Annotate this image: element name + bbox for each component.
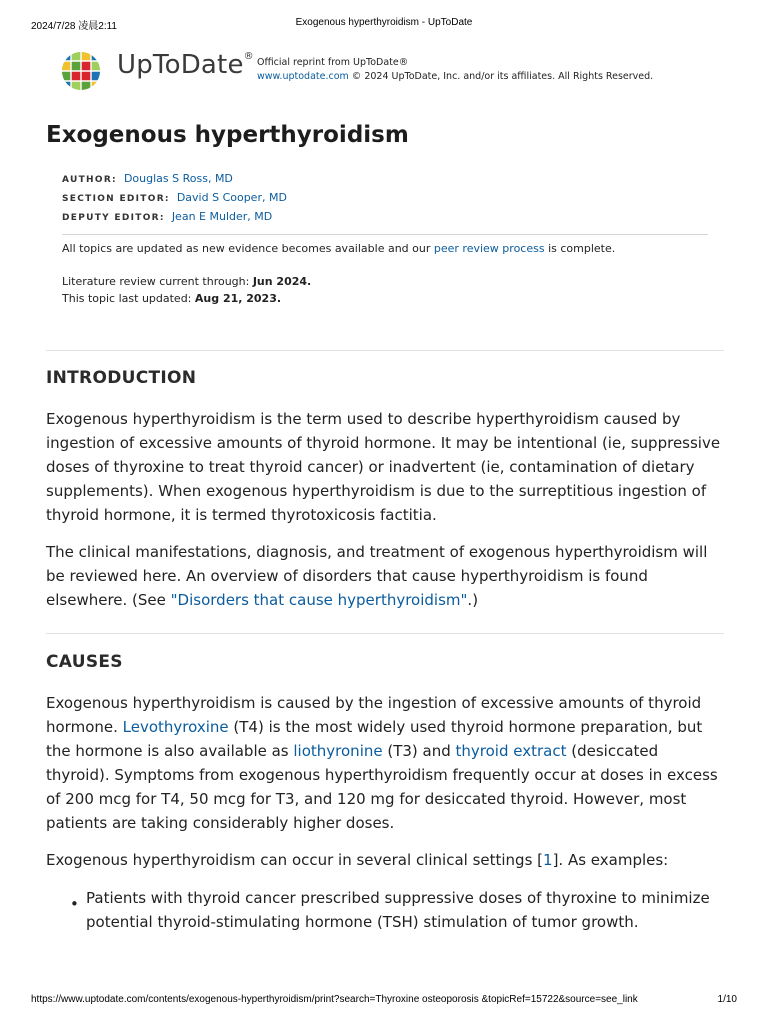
intro-paragraph-2: The clinical manifestations, diagnosis, and treatment of exogenous hyperthyroidism will be reviewed here. An overview of disorders that cause hyperthyroidism is found elsewhere. (See "Disorders that cause hyperthyroidism".) — [46, 543, 708, 609]
reprint-notice — [257, 56, 653, 84]
disorders-link[interactable]: "Disorders that cause hyperthyroidism" — [170, 591, 468, 609]
credit-role: DEPUTY EDITOR: — [62, 213, 165, 223]
section-editor-link[interactable]: David S Cooper, MD — [176, 191, 287, 204]
causes-paragraph-1: Exogenous hyperthyroidism is caused by the ingestion of excessive amounts of thyroid hormone. Levothyroxine (T4) is the most widely used thyroid hormone preparation, but the hormone is also available as liothyronine (T3) and thyroid extract (desiccated thyroid). Symptoms from exogenous hyperthyroidism frequently occur at doses in excess of 200 mcg for T4, 50 mcg for T3, and 120 mg for desiccated thyroid. However, most patients are taking considerably higher doses. — [46, 694, 718, 832]
registered-mark: ® — [243, 51, 254, 63]
credit-deputy-editor — [62, 208, 287, 227]
site-link[interactable]: www.uptodate.com — [257, 71, 349, 82]
intro-paragraph-1: Exogenous hyperthyroidism is the term used to describe hyperthyroidism caused by ingestion of excessive amounts of thyroid hormone. It may be intentional (ie, suppressive doses of thyroxine to treat thyroid cancer) or inadvertent (ie, contamination of dietary supplements). When exogenous hyperthyroidism is due to the surreptitious ingestion of thyroid hormone, it is termed thyrotoxicosis factitia. — [46, 410, 721, 524]
update-notice — [62, 242, 615, 255]
print-url: https://www.uptodate.com/contents/exogenous-hyperthyroidism/print?search=Thyroxine osteoporosis &topicRef=15722&source=see_link — [31, 994, 638, 1005]
page-title: Exogenous hyperthyroidism — [46, 122, 409, 148]
deputy-editor-link[interactable]: Jean E Mulder, MD — [171, 210, 273, 223]
notice-text: All topics are updated as new evidence becomes available and our — [62, 242, 434, 255]
section-divider — [46, 633, 724, 634]
brand-name: UpToDate® — [117, 50, 254, 80]
copyright-text: © 2024 UpToDate, Inc. and/or its affiliates. All Rights Reserved. — [348, 71, 654, 82]
brand-header — [61, 48, 741, 92]
notice-text-end: is complete. — [544, 242, 616, 255]
credit-author — [62, 170, 287, 189]
article-credits — [62, 170, 287, 227]
updated-label: This topic last updated: — [62, 292, 195, 305]
section-heading-introduction: INTRODUCTION — [46, 368, 197, 388]
section-heading-causes: CAUSES — [46, 652, 123, 672]
lit-review-date: Jun 2024. — [252, 275, 312, 288]
print-page-number: 1/10 — [717, 994, 737, 1005]
reference-link[interactable]: 1 — [543, 851, 553, 869]
liothyronine-link[interactable]: liothyronine — [293, 742, 383, 760]
print-page-title: Exogenous hyperthyroidism - UpToDate — [295, 17, 473, 28]
credit-section-editor — [62, 189, 287, 208]
levothyroxine-link[interactable]: Levothyroxine — [122, 718, 229, 736]
thyroid-extract-link[interactable]: thyroid extract — [455, 742, 567, 760]
bullet-icon: • — [70, 895, 79, 913]
section-divider — [46, 350, 724, 351]
uptodate-logo-icon — [61, 51, 101, 91]
credit-role: AUTHOR: — [62, 175, 117, 185]
causes-paragraph-2: Exogenous hyperthyroidism can occur in several clinical settings [1]. As examples: — [46, 851, 669, 869]
author-link[interactable]: Douglas S Ross, MD — [123, 172, 233, 185]
review-dates — [62, 273, 311, 307]
print-datetime: 2024/7/28 凌晨2:11 — [31, 21, 117, 32]
reprint-line: Official reprint from UpToDate® — [257, 57, 409, 68]
updated-date: Aug 21, 2023. — [194, 292, 282, 305]
lit-review-label: Literature review current through: — [62, 275, 253, 288]
causes-bullet-1: Patients with thyroid cancer prescribed suppressive doses of thyroxine to minimize potential thyroid-stimulating hormone (TSH) stimulation of tumor growth. — [86, 889, 710, 931]
credit-role: SECTION EDITOR: — [62, 194, 170, 204]
peer-review-link[interactable]: peer review process — [433, 242, 545, 255]
divider — [62, 234, 708, 235]
